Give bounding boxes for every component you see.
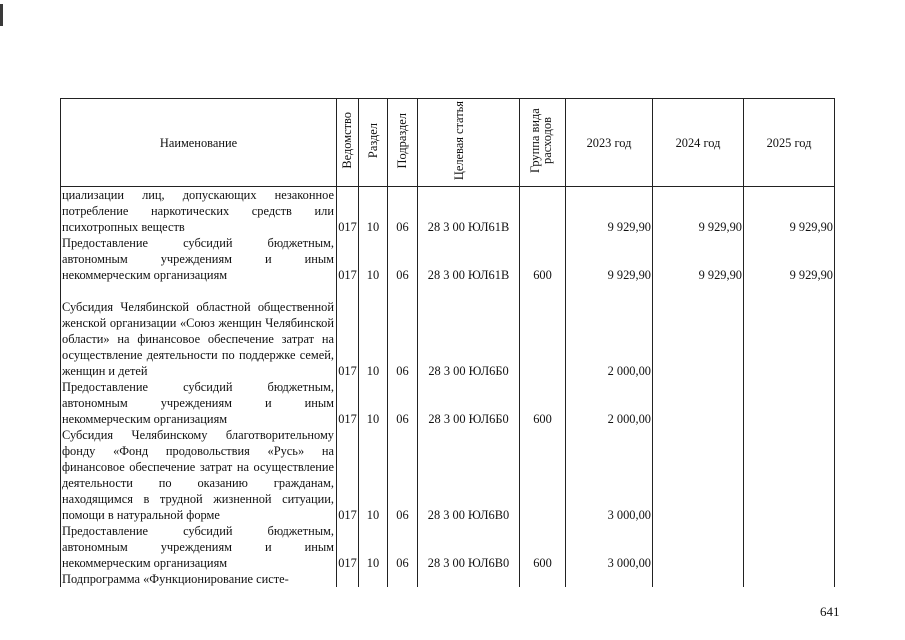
header-subsection: Подраздел (388, 99, 418, 187)
row-name: циализации лиц, допускающих незаконное потребление наркотических средств или психотропных веществ (61, 187, 337, 236)
row-target-article: 28 3 00 ЮЛ6В0 (418, 427, 520, 523)
row-section: 10 (359, 235, 388, 283)
row-2023: 9 929,90 (566, 187, 653, 236)
row-2024 (653, 523, 744, 571)
header-2025: 2025 год (744, 99, 835, 187)
row-target-article: 28 3 00 ЮЛ6В0 (418, 523, 520, 571)
row-subsection: 06 (388, 187, 418, 236)
row-expense-group: 600 (520, 379, 566, 427)
table-row (61, 571, 835, 587)
row-department: 017 (337, 283, 359, 379)
row-section: 10 (359, 283, 388, 379)
row-name: Предоставление субсидий бюджетным, автономным учреждениям и иным некоммерческим организациям (61, 379, 337, 427)
row-department (337, 571, 359, 587)
row-expense-group: 600 (520, 235, 566, 283)
row-2024: 9 929,90 (653, 235, 744, 283)
row-department: 017 (337, 235, 359, 283)
row-section: 10 (359, 523, 388, 571)
header-expense-group: Группа вида расходов (520, 99, 566, 187)
row-2025 (744, 571, 835, 587)
row-subsection: 06 (388, 379, 418, 427)
row-2024: 9 929,90 (653, 187, 744, 236)
row-section: 10 (359, 427, 388, 523)
row-2024 (653, 379, 744, 427)
row-department: 017 (337, 427, 359, 523)
header-2024: 2024 год (653, 99, 744, 187)
row-2025: 9 929,90 (744, 235, 835, 283)
row-expense-group (520, 283, 566, 379)
row-section: 10 (359, 187, 388, 236)
header-department: Ведомство (337, 99, 359, 187)
header-section: Раздел (359, 99, 388, 187)
table-row (61, 427, 835, 523)
row-2023 (566, 571, 653, 587)
row-2023: 2 000,00 (566, 283, 653, 379)
table-row (61, 379, 835, 427)
budget-table (60, 98, 835, 587)
row-department: 017 (337, 523, 359, 571)
row-2025 (744, 427, 835, 523)
row-target-article: 28 3 00 ЮЛ61В (418, 187, 520, 236)
header-target-article: Целевая статья (418, 99, 520, 187)
row-2023: 3 000,00 (566, 427, 653, 523)
row-target-article: 28 3 00 ЮЛ6Б0 (418, 283, 520, 379)
row-target-article: 28 3 00 ЮЛ61В (418, 235, 520, 283)
row-section (359, 571, 388, 587)
row-name: Предоставление субсидий бюджетным, автономным учреждениям и иным некоммерческим организациям (61, 523, 337, 571)
row-2024 (653, 427, 744, 523)
row-subsection: 06 (388, 283, 418, 379)
header-2023: 2023 год (566, 99, 653, 187)
row-expense-group (520, 427, 566, 523)
row-2025 (744, 283, 835, 379)
row-2023: 2 000,00 (566, 379, 653, 427)
row-department: 017 (337, 379, 359, 427)
row-2023: 9 929,90 (566, 235, 653, 283)
row-subsection (388, 571, 418, 587)
table-row (61, 523, 835, 571)
row-name: Субсидия Челябинской областной общественной женской организации «Союз женщин Челябинской области» на финансовое обеспечение затрат на осуществление деятельности по поддержке семей, женщин и детей (61, 283, 337, 379)
row-name: Предоставление субсидий бюджетным, автономным учреждениям и иным некоммерческим организациям (61, 235, 337, 283)
page-number: 641 (820, 604, 840, 619)
row-section: 10 (359, 379, 388, 427)
row-expense-group (520, 571, 566, 587)
row-name: Подпрограмма «Функционирование систе- (61, 571, 337, 587)
header-name: Наименование (61, 99, 337, 187)
row-2025 (744, 523, 835, 571)
row-target-article: 28 3 00 ЮЛ6Б0 (418, 379, 520, 427)
header-row (61, 99, 835, 187)
row-name: Субсидия Челябинскому благотворительному фонду «Фонд продовольствия «Русь» на финансовое обеспечение затрат на осуществление деятельности по оказанию гражданам, находящимся в трудной жизненной ситуации, помощи в натуральной форме (61, 427, 337, 523)
table-row (61, 235, 835, 283)
page-edge-mark (0, 4, 3, 26)
row-2023: 3 000,00 (566, 523, 653, 571)
row-2024 (653, 571, 744, 587)
row-expense-group (520, 187, 566, 236)
table-row (61, 187, 835, 236)
row-subsection: 06 (388, 427, 418, 523)
row-subsection: 06 (388, 235, 418, 283)
table-row (61, 283, 835, 379)
row-target-article (418, 571, 520, 587)
row-expense-group: 600 (520, 523, 566, 571)
row-department: 017 (337, 187, 359, 236)
row-2025: 9 929,90 (744, 187, 835, 236)
row-2025 (744, 379, 835, 427)
row-subsection: 06 (388, 523, 418, 571)
row-2024 (653, 283, 744, 379)
